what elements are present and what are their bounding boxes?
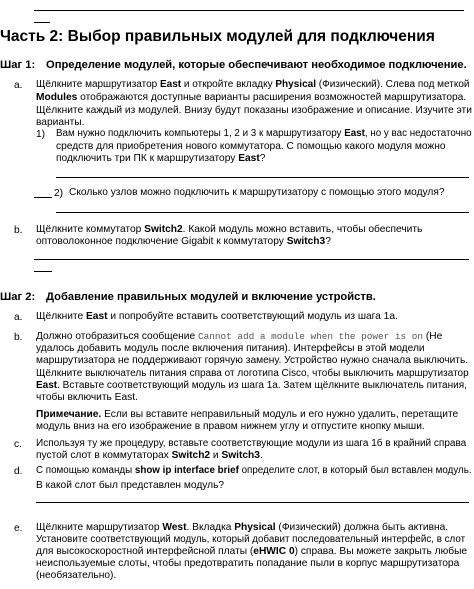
step2-title: Добавление правильных модулей и включение устройств. (46, 291, 376, 303)
step2-b-line1: Должно отобразиться сообщение Cannot add a module when the power is on (Не (36, 331, 443, 342)
q2-marker: 2) (54, 188, 64, 199)
answer-line (56, 212, 469, 213)
step2-e-line5: (необязательно). (36, 570, 117, 581)
step2-e-line4: неиспользуемые слоты, чтобы предотвратить попадание пыли в корпус маршрутизатора (36, 558, 460, 569)
step2-e-line3: для высокоскоростной интерфейсной платы (eHWIC 0) справа. Вы можете закрыть любые (36, 546, 468, 557)
step2-e-line2: Установите соответствующий модуль, который добавит последовательный интерфейс, в слот (36, 534, 466, 545)
step1-a-line1: Щёлкните маршрутизатор East и откройте вкладку Physical (Физический). Слева под меткой (36, 79, 470, 90)
step2-b-line3: маршрутизатора не поддерживают горячую замену. Устройство нужно сначала выключить. (36, 355, 469, 366)
step2-label: Шаг 2: (0, 291, 36, 303)
step1-b-marker: b. (14, 225, 23, 236)
step2-e-line1: Щёлкните маршрутизатор West. Вкладка Physical (Физический) должна быть активна. (36, 522, 449, 533)
step2-c-marker: c. (14, 439, 22, 450)
step1-a-marker: a. (14, 80, 23, 91)
step1-a-line2: Modules отображаются доступные варианты расширения возможностей маршрутизатора. (36, 92, 467, 103)
step1-a-line4: варианты. (36, 117, 85, 128)
step2-b-line5: East. Вставьте соответствующий модуль из шага 1a. Затем щёлкните выключатель питания, (36, 380, 467, 391)
step2-d-line1: С помощью команды show ip interface brief определите слот, в который был вставлен модуль. (36, 465, 472, 476)
step2-c-line1: Используя ту же процедуру, вставьте соответствующие модули из шага 1б в крайний справа (36, 438, 467, 449)
answer-line (56, 177, 469, 178)
page-title: Часть 2: Выбор правильных модулей для подключения (0, 28, 435, 45)
q1-line2: средств для приобретения нового коммутатора. С помощью какого модуля можно (56, 141, 446, 152)
step2-b-note1: Примечание. Если вы вставите неправильный модуль и его нужно удалить, перетащите (36, 409, 459, 420)
step2-d-line2: В какой слот был представлен модуль? (36, 480, 225, 491)
q1-marker: 1) (36, 129, 46, 140)
step1-title: Определение модулей, которые обеспечивают необходимое подключение. (46, 59, 467, 71)
step1-b-line1: Щёлкните коммутатор Switch2. Какой модуль можно вставить, чтобы обеспечить (36, 224, 423, 235)
answer-line-short (34, 271, 52, 272)
answer-line (34, 10, 464, 11)
step2-d-marker: d. (14, 466, 23, 477)
step2-b-line2: удалось добавить модуль после включения питания). Интерфейсы в этой модели (36, 343, 425, 354)
q1-line3: подключить три ПК к маршрутизатору East? (56, 153, 266, 164)
step1-label: Шаг 1: (0, 59, 36, 71)
step2-a-marker: a. (14, 312, 23, 323)
step2-e-marker: e. (14, 523, 23, 534)
step2-b-line4: Щёлкните выключатель питания справа от логотипа Cisco, чтобы выключить маршрутизатор (36, 368, 469, 379)
step2-c-line2: пустой слот в коммутаторах Switch2 и Switch3. (36, 450, 263, 461)
step1-a-line3: Щёлкните каждый из модулей. Внизу будут показаны изображение и описание. Изучите эти (36, 105, 472, 116)
q2-text: Сколько узлов можно подключить к маршрутизатору с помощью этого модуля? (69, 187, 445, 198)
step2-b-marker: b. (14, 332, 23, 343)
answer-line-short (34, 197, 52, 198)
step2-b-note2: модуль вниз на его изображение в правом нижнем углу и отпустите кнопку мыши. (36, 421, 425, 432)
step2-b-line6: чтобы включить East. (36, 392, 138, 403)
step1-b-line2: оптоволоконное подключение Gigabit к коммутатору Switch3? (36, 236, 331, 247)
q1-line1: Вам нужно подключить компьютеры 1, 2 и 3 к маршрутизатору East, но у вас недостаточно (56, 128, 472, 139)
step2-a-line: Щёлкните East и попробуйте вставить соответствующий модуль из шага 1a. (36, 311, 398, 322)
answer-line (34, 259, 469, 260)
answer-line-short (34, 22, 50, 23)
answer-line (36, 502, 469, 503)
